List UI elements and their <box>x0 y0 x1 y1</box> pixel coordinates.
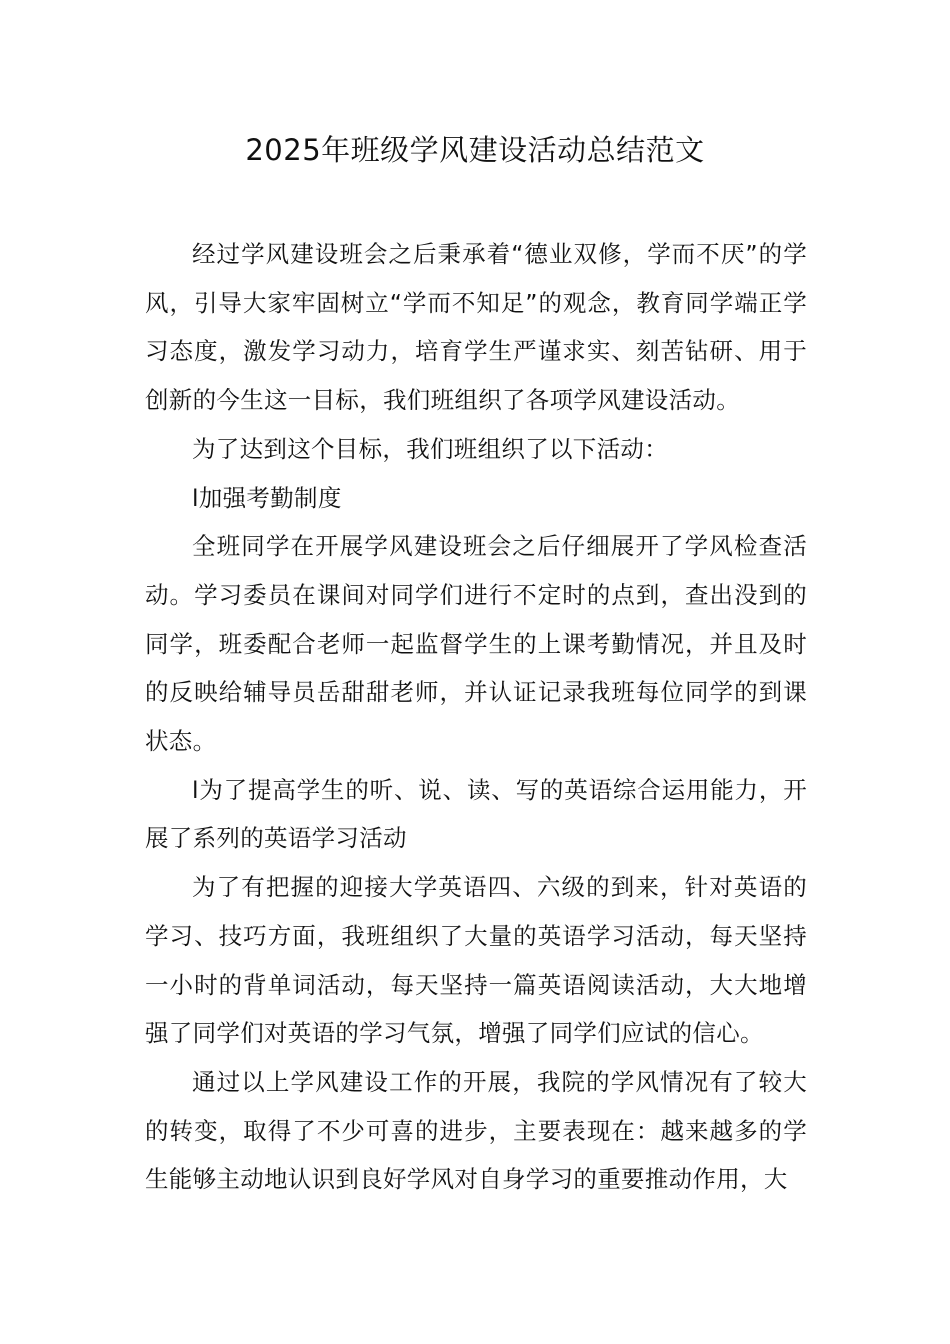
paragraph-english: 为了有把握的迎接大学英语四、六级的到来，针对英语的学习、技巧方面，我班组织了大量的英语学习活动，每天坚持一小时的背单词活动，每天坚持一篇英语阅读活动，大大地增强了同学们对英语的学习气氛，增强了同学们应试的信心。 <box>145 873 807 1048</box>
heading-english: l为了提高学生的听、说、读、写的英语综合运用能力，开展了系列的英语学习活动 <box>145 775 807 853</box>
paragraph-attendance: 全班同学在开展学风建设班会之后仔细展开了学风检查活动。学习委员在课间对同学们进行不定时的点到，查出没到的同学，班委配合老师一起监督学生的上课考勤情况，并且及时的反映给辅导员岳甜甜老师，并认证记录我班每位同学的到课状态。 <box>145 532 807 756</box>
paragraph-intro: 经过学风建设班会之后秉承着“德业双修，学而不厌”的学风，引导大家牢固树立“学而不知足”的观念，教育同学端正学习态度，激发学习动力，培育学生严谨求实、刻苦钻研、用于创新的今生这一目标，我们班组织了各项学风建设活动。 <box>145 240 807 415</box>
heading-attendance: l加强考勤制度 <box>192 483 342 512</box>
document-title: 2025年班级学风建设活动总结范文 <box>245 133 705 167</box>
paragraph-activities-lead: 为了达到这个目标，我们班组织了以下活动： <box>192 434 668 463</box>
paragraph-results: 通过以上学风建设工作的开展，我院的学风情况有了较大的转变，取得了不少可喜的进步，主要表现在：越来越多的学生能够主动地认识到良好学风对自身学习的重要推动作用，大 <box>145 1067 807 1194</box>
document-body <box>145 230 807 1204</box>
